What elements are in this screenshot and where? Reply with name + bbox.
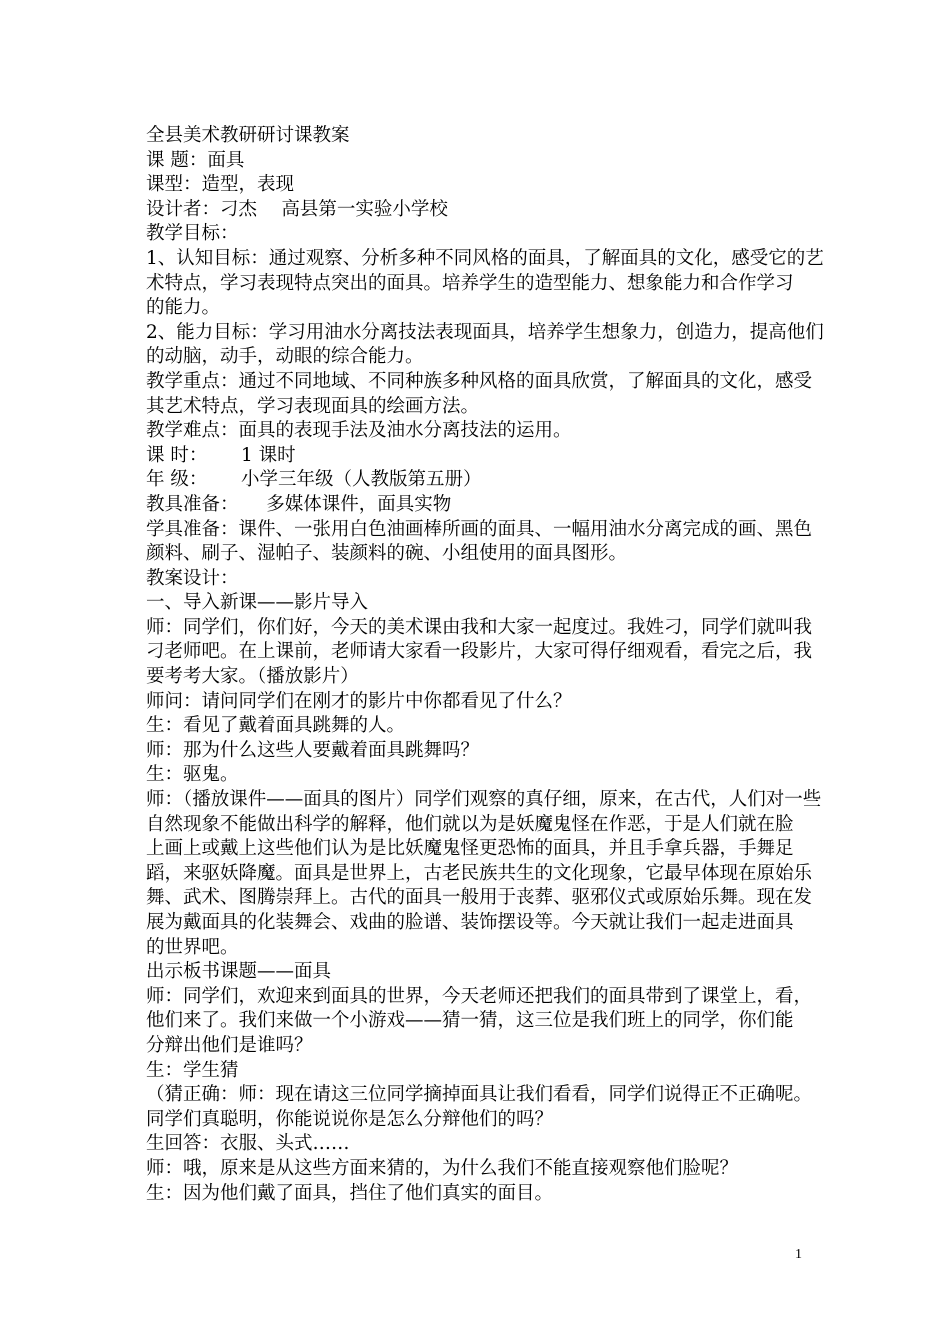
text-line: 生：看见了戴着面具跳舞的人。 bbox=[146, 715, 406, 737]
text-line: 的动脑，动手，动眼的综合能力。 bbox=[146, 346, 424, 368]
text-line: 学具准备：课件、一张用白色油画棒所画的面具、一幅用油水分离完成的画、黑色 bbox=[146, 518, 813, 540]
page-number: 1 bbox=[795, 1247, 802, 1262]
text-line: 全县美术教研研讨课教案 bbox=[146, 125, 350, 146]
text-line: 课型：造型，表现 bbox=[146, 174, 295, 196]
text-line: 师：同学们，欢迎来到面具的世界，今天老师还把我们的面具带到了课堂上，看， bbox=[146, 985, 813, 1007]
text-line: 生回答：衣服、头式…… bbox=[146, 1133, 350, 1155]
text-line: 师：（播放课件——面具的图片）同学们观察的真仔细，原来，在古代，人们对一些 bbox=[146, 789, 822, 811]
text-line: 术特点，学习表现特点突出的面具。培养学生的造型能力、想象能力和合作学习 bbox=[146, 272, 794, 294]
text-line: 展为戴面具的化装舞会、戏曲的脸谱、装饰摆设等。今天就让我们一起走进面具 bbox=[146, 912, 794, 933]
text-line: （猜正确：师：现在请这三位同学摘掉面具让我们看看，同学们说得正不正确呢。 bbox=[146, 1084, 813, 1106]
text-line: 课 题：面具 bbox=[146, 149, 245, 171]
text-line: 同学们真聪明，你能说说你是怎么分辩他们的吗？ bbox=[146, 1108, 554, 1130]
text-line: 上画上或戴上这些他们认为是比妖魔鬼怪更恐怖的面具，并且手拿兵器，手舞足 bbox=[146, 838, 794, 860]
text-line: 课 时： 1 课时 bbox=[146, 444, 296, 466]
text-line: 教具准备： 多媒体课件，面具实物 bbox=[146, 493, 452, 515]
text-line: 教学目标： bbox=[146, 223, 239, 245]
text-line: 要考考大家。（播放影片） bbox=[146, 666, 359, 688]
text-line: 师：哦，原来是从这些方面来猜的，为什么我们不能直接观察他们脸呢？ bbox=[146, 1157, 739, 1179]
text-line: 设计者：刁杰 高县第一实验小学校 bbox=[146, 198, 448, 220]
text-line: 的能力。 bbox=[146, 297, 221, 319]
text-line: 一、导入新课——影片导入 bbox=[146, 592, 369, 614]
text-line: 出示板书课题——面具 bbox=[146, 961, 332, 983]
text-line: 教案设计： bbox=[146, 567, 239, 589]
document-body bbox=[146, 124, 824, 1206]
text-line: 2、能力目标：学习用油水分离技法表现面具，培养学生想象力，创造力，提高他们 bbox=[146, 321, 824, 343]
text-line: 颜料、刷子、湿帕子、装颜料的碗、小组使用的面具图形。 bbox=[146, 543, 628, 565]
text-line: 生：学生猜 bbox=[146, 1059, 239, 1081]
text-line: 师：那为什么这些人要戴着面具跳舞吗？ bbox=[146, 739, 480, 761]
text-line: 自然现象不能做出科学的解释，他们就以为是妖魔鬼怪在作恶，于是人们就在脸 bbox=[146, 813, 794, 835]
text-line: 年 级： 小学三年级（人教版第五册） bbox=[146, 469, 482, 491]
text-line: 刁老师吧。在上课前，老师请大家看一段影片，大家可得仔细观看，看完之后，我 bbox=[146, 641, 813, 663]
text-line: 舞、武术、图腾崇拜上。古代的面具一般用于丧葬、驱邪仪式或原始乐舞。现在发 bbox=[146, 887, 813, 909]
text-line: 其艺术特点，学习表现面具的绘画方法。 bbox=[146, 395, 480, 417]
text-line: 1、认知目标：通过观察、分析多种不同风格的面具，了解面具的文化，感受它的艺 bbox=[146, 247, 824, 269]
text-line: 生：因为他们戴了面具，挡住了他们真实的面目。 bbox=[146, 1182, 554, 1204]
text-line: 教学重点：通过不同地域、不同种族多种风格的面具欣赏，了解面具的文化，感受 bbox=[146, 370, 813, 392]
text-line: 蹈，来驱妖降魔。面具是世界上，古老民族共生的文化现象，它最早体现在原始乐 bbox=[146, 862, 813, 884]
text-line: 分辩出他们是谁吗？ bbox=[146, 1034, 313, 1056]
text-line: 师：同学们，你们好，今天的美术课由我和大家一起度过。我姓刁，同学们就叫我 bbox=[146, 616, 813, 638]
text-line: 生：驱鬼。 bbox=[146, 764, 239, 786]
text-line: 教学难点：面具的表现手法及油水分离技法的运用。 bbox=[146, 420, 572, 442]
text-line: 的世界吧。 bbox=[146, 936, 239, 958]
text-line: 师问：请问同学们在刚才的影片中你都看见了什么？ bbox=[146, 690, 572, 712]
text-line: 他们来了。我们来做一个小游戏——猜一猜，这三位是我们班上的同学，你们能 bbox=[146, 1010, 794, 1032]
